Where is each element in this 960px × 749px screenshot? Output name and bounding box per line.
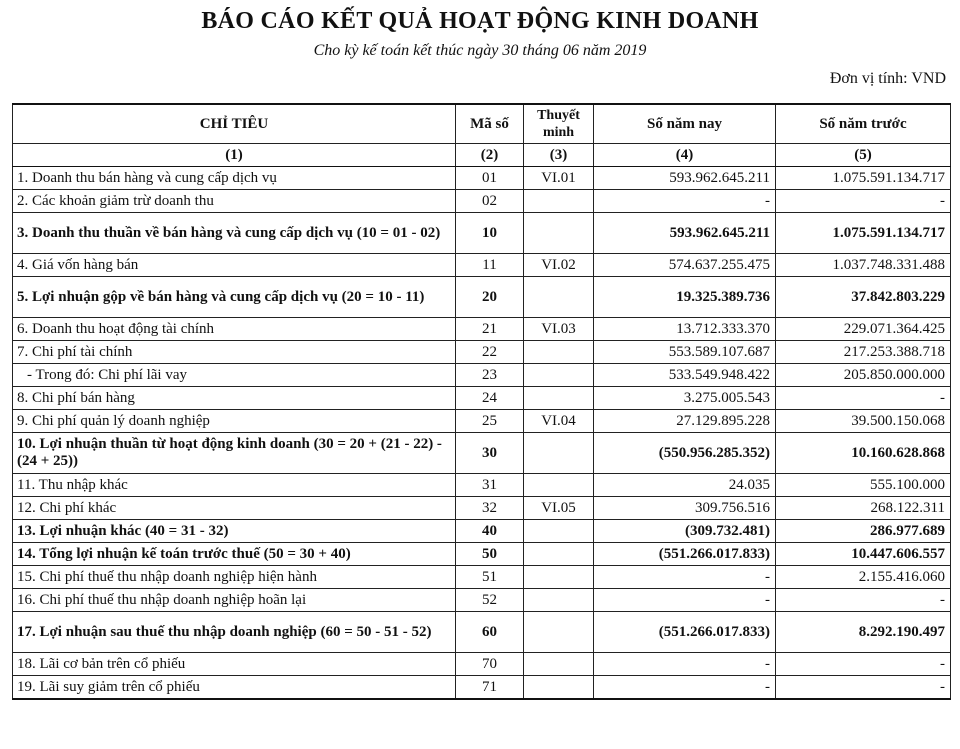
row-previous: 1.075.591.134.717 (776, 167, 951, 190)
row-label: 15. Chi phí thuế thu nhập doanh nghiệp hiện hành (13, 566, 456, 589)
header-code: Mã số (456, 104, 524, 144)
row-note (524, 341, 594, 364)
row-label: 2. Các khoản giảm trừ doanh thu (13, 190, 456, 213)
row-note (524, 277, 594, 318)
table-row (13, 543, 951, 566)
row-current: - (594, 589, 776, 612)
row-current: 574.637.255.475 (594, 254, 776, 277)
row-label: 1. Doanh thu bán hàng và cung cấp dịch vụ (13, 167, 456, 190)
table-row (13, 364, 951, 387)
row-current: - (594, 190, 776, 213)
table-row (13, 520, 951, 543)
row-previous: 286.977.689 (776, 520, 951, 543)
row-note (524, 433, 594, 474)
row-previous: 205.850.000.000 (776, 364, 951, 387)
row-note: VI.04 (524, 410, 594, 433)
table-row (13, 474, 951, 497)
row-current: - (594, 566, 776, 589)
row-code: 71 (456, 676, 524, 700)
row-note: VI.02 (524, 254, 594, 277)
row-previous: - (776, 190, 951, 213)
row-label: 17. Lợi nhuận sau thuế thu nhập doanh nghiệp (60 = 50 - 51 - 52) (13, 612, 456, 653)
row-current: (309.732.481) (594, 520, 776, 543)
row-note (524, 387, 594, 410)
row-code: 51 (456, 566, 524, 589)
row-current: (551.266.017.833) (594, 612, 776, 653)
row-previous: 37.842.803.229 (776, 277, 951, 318)
row-label: 11. Thu nhập khác (13, 474, 456, 497)
row-current: 309.756.516 (594, 497, 776, 520)
row-code: 40 (456, 520, 524, 543)
row-note: VI.01 (524, 167, 594, 190)
row-note (524, 566, 594, 589)
column-numbering-row (13, 144, 951, 167)
table-row (13, 497, 951, 520)
row-code: 24 (456, 387, 524, 410)
row-label: 19. Lãi suy giảm trên cổ phiếu (13, 676, 456, 700)
row-code: 32 (456, 497, 524, 520)
row-label: 12. Chi phí khác (13, 497, 456, 520)
row-note: VI.03 (524, 318, 594, 341)
row-previous: 229.071.364.425 (776, 318, 951, 341)
header-previous-year: Số năm trước (776, 104, 951, 144)
table-row (13, 612, 951, 653)
row-current: - (594, 653, 776, 676)
table-row (13, 676, 951, 700)
header-row (13, 104, 951, 144)
row-previous: 268.122.311 (776, 497, 951, 520)
row-label: 3. Doanh thu thuần về bán hàng và cung cấp dịch vụ (10 = 01 - 02) (13, 213, 456, 254)
report-title: BÁO CÁO KẾT QUẢ HOẠT ĐỘNG KINH DOANH (201, 8, 759, 34)
table-row (13, 341, 951, 364)
row-previous: - (776, 676, 951, 700)
table-row (13, 410, 951, 433)
table-row (13, 277, 951, 318)
row-note (524, 520, 594, 543)
row-current: 553.589.107.687 (594, 341, 776, 364)
row-note (524, 474, 594, 497)
row-code: 02 (456, 190, 524, 213)
row-note (524, 364, 594, 387)
row-note (524, 612, 594, 653)
row-current: 593.962.645.211 (594, 213, 776, 254)
row-current: 3.275.005.543 (594, 387, 776, 410)
header-note: Thuyết minh (524, 104, 594, 144)
row-code: 23 (456, 364, 524, 387)
row-code: 11 (456, 254, 524, 277)
row-previous: 2.155.416.060 (776, 566, 951, 589)
table-row (13, 254, 951, 277)
table-row (13, 589, 951, 612)
col-number-3: (3) (524, 144, 594, 167)
row-note (524, 676, 594, 700)
row-note (524, 213, 594, 254)
row-note: VI.05 (524, 497, 594, 520)
row-note (524, 190, 594, 213)
row-current: 533.549.948.422 (594, 364, 776, 387)
table-row (13, 190, 951, 213)
row-label: 14. Tổng lợi nhuận kế toán trước thuế (50 = 30 + 40) (13, 543, 456, 566)
row-previous: 10.160.628.868 (776, 433, 951, 474)
report-subtitle: Cho kỳ kế toán kết thúc ngày 30 tháng 06 năm 2019 (313, 42, 647, 59)
row-label: - Trong đó: Chi phí lãi vay (13, 364, 456, 387)
row-code: 21 (456, 318, 524, 341)
row-code: 60 (456, 612, 524, 653)
table-row (13, 167, 951, 190)
col-number-1: (1) (13, 144, 456, 167)
row-previous: 39.500.150.068 (776, 410, 951, 433)
row-label: 6. Doanh thu hoạt động tài chính (13, 318, 456, 341)
row-previous: - (776, 653, 951, 676)
col-number-5: (5) (776, 144, 951, 167)
row-current: 593.962.645.211 (594, 167, 776, 190)
currency-unit: Đơn vị tính: VND (829, 70, 946, 87)
row-label: 16. Chi phí thuế thu nhập doanh nghiệp hoãn lại (13, 589, 456, 612)
row-note (524, 589, 594, 612)
header-indicator: CHỈ TIÊU (13, 104, 456, 144)
row-code: 52 (456, 589, 524, 612)
header-current-year: Số năm nay (594, 104, 776, 144)
row-note (524, 653, 594, 676)
row-current: 13.712.333.370 (594, 318, 776, 341)
row-label: 7. Chi phí tài chính (13, 341, 456, 364)
table-row (13, 653, 951, 676)
table-row (13, 318, 951, 341)
row-current: 27.129.895.228 (594, 410, 776, 433)
row-previous: 1.037.748.331.488 (776, 254, 951, 277)
row-code: 10 (456, 213, 524, 254)
row-current: (550.956.285.352) (594, 433, 776, 474)
col-number-2: (2) (456, 144, 524, 167)
row-previous: 10.447.606.557 (776, 543, 951, 566)
table-row (13, 566, 951, 589)
row-code: 20 (456, 277, 524, 318)
row-code: 70 (456, 653, 524, 676)
row-note (524, 543, 594, 566)
row-previous: 1.075.591.134.717 (776, 213, 951, 254)
table-row (13, 433, 951, 474)
income-statement-table (12, 103, 951, 700)
row-label: 18. Lãi cơ bản trên cổ phiếu (13, 653, 456, 676)
row-label: 9. Chi phí quản lý doanh nghiệp (13, 410, 456, 433)
row-previous: 217.253.388.718 (776, 341, 951, 364)
table-row (13, 213, 951, 254)
row-current: (551.266.017.833) (594, 543, 776, 566)
row-label: 8. Chi phí bán hàng (13, 387, 456, 410)
row-current: - (594, 676, 776, 700)
col-number-4: (4) (594, 144, 776, 167)
row-code: 22 (456, 341, 524, 364)
row-label: 10. Lợi nhuận thuần từ hoạt động kinh doanh (30 = 20 + (21 - 22) - (24 + 25)) (13, 433, 456, 474)
row-label: 4. Giá vốn hàng bán (13, 254, 456, 277)
row-label: 5. Lợi nhuận gộp về bán hàng và cung cấp dịch vụ (20 = 10 - 11) (13, 277, 456, 318)
row-previous: 555.100.000 (776, 474, 951, 497)
row-previous: - (776, 387, 951, 410)
row-code: 50 (456, 543, 524, 566)
row-code: 31 (456, 474, 524, 497)
row-current: 24.035 (594, 474, 776, 497)
table-row (13, 387, 951, 410)
row-code: 25 (456, 410, 524, 433)
row-label: 13. Lợi nhuận khác (40 = 31 - 32) (13, 520, 456, 543)
row-previous: - (776, 589, 951, 612)
row-code: 01 (456, 167, 524, 190)
row-current: 19.325.389.736 (594, 277, 776, 318)
row-previous: 8.292.190.497 (776, 612, 951, 653)
row-code: 30 (456, 433, 524, 474)
